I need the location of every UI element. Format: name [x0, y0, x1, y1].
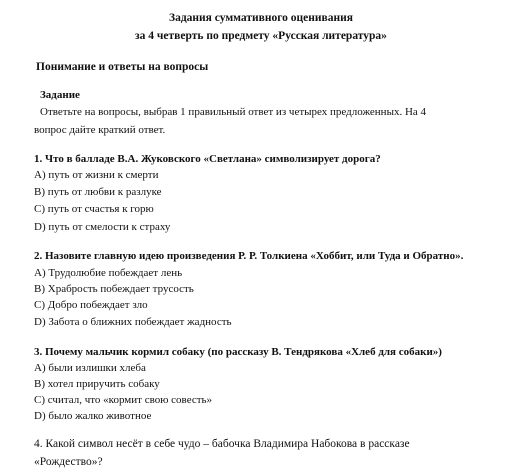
question-2: 2. Назовите главную идею произведения Р. Р. Толкиена «Хоббит, или Туда и Обратно». [34, 250, 464, 262]
question-4-line2: «Рождество»? [34, 456, 103, 468]
question-2-option-c: C) Добро побеждает зло [34, 299, 148, 311]
question-3: 3. Почему мальчик кормил собаку (по рассказу В. Тендрякова «Хлеб для собаки») [34, 346, 442, 358]
question-2-option-a: A) Трудолюбие побеждает лень [34, 267, 183, 279]
question-2-option-b: B) Храбрость побеждает трусость [34, 283, 194, 295]
question-1-option-c: C) путь от счастья к горю [34, 203, 154, 215]
document-title: Задания суммативного оценивания [169, 12, 353, 24]
question-1-option-d: D) путь от смелости к страху [34, 221, 171, 233]
task-label: Задание [40, 89, 80, 101]
question-1-option-a: A) путь от жизни к смерти [34, 169, 159, 181]
question-2-option-d: D) Забота о ближних побеждает жадность [34, 316, 232, 328]
question-3-option-d: D) было жалко животное [34, 410, 152, 422]
question-1-option-b: B) путь от любви к разлуке [34, 186, 162, 198]
question-3-option-c: C) считал, что «кормит свою совесть» [34, 394, 213, 406]
question-3-option-b: B) хотел приручить собаку [34, 378, 160, 390]
task-instruction-line2: вопрос дайте краткий ответ. [34, 124, 166, 136]
question-1: 1. Что в балладе В.А. Жуковского «Светлана» символизирует дорога? [34, 153, 381, 165]
document-subtitle: за 4 четверть по предмету «Русская литература» [135, 30, 387, 42]
question-4-line1: 4. Какой символ несёт в себе чудо – бабочка Владимира Набокова в рассказе [34, 438, 410, 450]
task-instruction-line1: Ответьте на вопросы, выбрав 1 правильный ответ из четырех предложенных. На 4 [40, 106, 427, 118]
question-3-option-a: A) были излишки хлеба [34, 362, 146, 374]
section-heading: Понимание и ответы на вопросы [36, 61, 209, 73]
